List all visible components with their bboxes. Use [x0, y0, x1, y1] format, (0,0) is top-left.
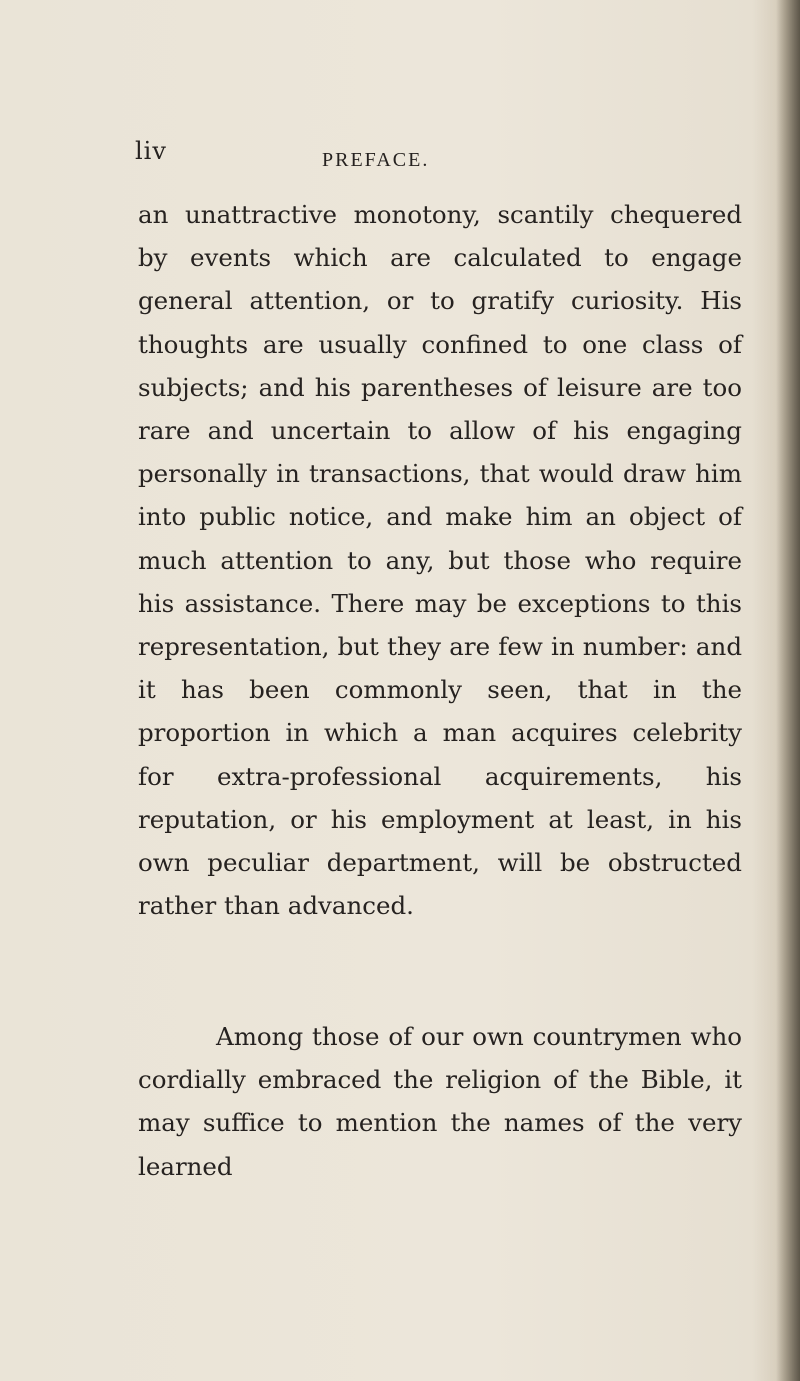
paragraph-1: an unattractive monotony, scantily chequered by events which are calculated to engage general attention, or to gratify curiosity. His thoughts are usually confined to one class of subjects; and his parentheses of leisure are too rare and uncertain to allow of his engaging personally in transactions, that would draw him into public notice, and make him an object of much attention to any, but those who require his assistance. There may be exceptions to this representation, but they are few in number: and it has been commonly seen, that in the proportion in which a man acquires celebrity for extra-professional acquirements, his reputation, or his employment at least, in his own peculiar department, will be obstructed rather than advanced.: [138, 200, 742, 921]
page-binding-edge: [776, 0, 800, 1381]
paragraph-2: Among those of our own countrymen who cordially embraced the religion of the Bible, it may suffice to mention the names of the very learned: [138, 1022, 742, 1181]
page-number: liv: [135, 137, 167, 165]
running-head: PREFACE.: [322, 149, 430, 171]
